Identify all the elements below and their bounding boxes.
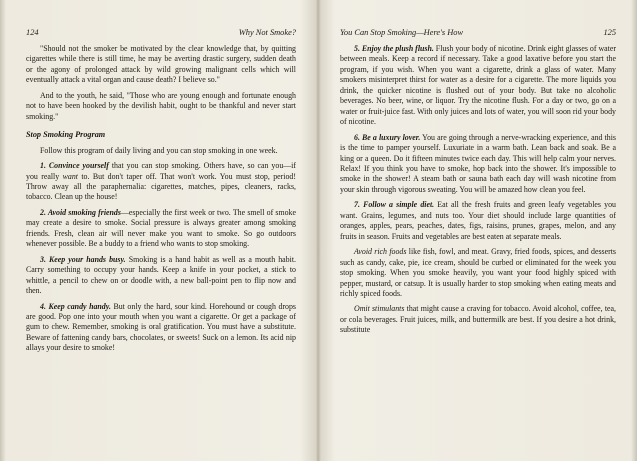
avoid-text: like fish, fowl, and meat. Gravy, fried foods, spices, and desserts such as candy, cake, pie, ice cream, should be curbed or eliminated for the week you stop smoking. When you smoke heavily, you want your food highly spiced with pepper, mustard, or catsup. It is usually harder to stop smoking when eating meats and richly spiced foods. (340, 247, 616, 298)
quote-paragraph: "Should not the smoker be motivated by the clear knowledge that, by quitting cigarettes while there is still time, he may be averting drastic surgery, sudden death or the agony of prolonged attack by wild growing malignant cells which will eventually attack a vital organ and cause death? I believe so." (26, 44, 296, 85)
step-7-text: Eat all the fresh fruits and green leafy vegetables you want. Grains, legumes, and nuts too. Your diet should include large quantities of oranges, apples, pears, peaches, dates, figs, raisins, prunes, grapes, melon, and any fruits in season. Fruits and vegetables are best eaten at separate meals. (340, 200, 616, 241)
step-4-label: 4. Keep candy handy. (40, 301, 111, 311)
step-7-label: 7. Follow a simple diet. (354, 200, 435, 210)
omit-text: that might cause a craving for tobacco. Avoid alcohol, coffee, tea, or cola beverages. Fruit juices, milk, and buttermilk are best. If you desire a hot drink, substitute (340, 304, 616, 335)
step-5-text: Flush your body of nicotine. Drink eight glasses of water between meals. Keep a record if necessary. Take a good laxative before you start the program, if you wish. When you want a cigarette, drink a glass of water. Many smokers misinterpret thirst for water as a desire for a cigarette. The more liquids you drink, the quicker nicotine is flushed out of your body. But take no alcoholic beverages. No beer, wine, or liquor. Try the nicotine flush. For a day or two, go on a water or fruit-juice fast. With only juices and lots of water, you will soon rid your body of nicotine. (340, 44, 616, 127)
step-3-text: Smoking is a hand habit as well as a mouth habit. Carry something to occupy your hands. Keep a knife in your pocket, a stick to whittle, a pencil to chew on or doodle with, a new ball-point pen to flip now and then. (26, 254, 296, 296)
step-3 (26, 255, 296, 297)
step-6 (340, 133, 616, 196)
step-2-text: —especially the first week or two. The smell of smoke may create a desire to smoke. Social pressure is always greater among smoking friends. Fresh, clean air will never make you want to smoke. So go outdoors whenever possible. Be a buddy to a friend who wants to stop smoking. (26, 207, 297, 249)
step-2-label: 2. Avoid smoking friends (40, 207, 121, 217)
omit-label: Omit stimulants (354, 304, 405, 314)
running-head-right: You Can Stop Smoking—Here's How (340, 28, 464, 37)
step-1-text-b: to. But don't taper off. That won't work. You must stop, period! Throw away all the paraphernalia: cigarettes, matches, pipes, cleaners, racks, tobacco. Clean up the house! (26, 171, 297, 202)
avoid-rich-foods (340, 247, 616, 299)
left-page (18, 0, 300, 461)
step-4-text: But only the hard, sour kind. Horehound or cough drops are good. Pop one into your mouth when you want a cigarette. Or get a package of gum to chew. Remember, smoking is oral gratification. You must have a substitute. Beware of fattening candy bars, chocolates, or sweets! Suck on a lemon. Its acid nip allays your desire to smoke! (26, 301, 296, 353)
left-page-header (18, 26, 300, 40)
running-head-left: Why Not Smoke? (238, 28, 296, 37)
left-page-body (18, 44, 300, 354)
step-6-text: You are going through a nerve-wracking experience, and this is the time to pamper yourself. Luxuriate in a warm bath. Lean back and soak. Be a king or a queen. Do it fifteen minutes twice each day. This will help calm your nerves. Relax! If you think you have to smoke, hop back into the shower. It's impossible to smoke in the shower! A steam bath or sauna bath each day will wash nicotine from your skin through vigorous sweating. You will be amazed how clean you feel. (340, 132, 616, 194)
right-page (336, 0, 620, 461)
step-5 (340, 44, 616, 128)
step-1-text-a: that you can stop smoking. Others have, so can you—if you really (26, 161, 296, 181)
step-1-label: 1. Convince yourself (40, 161, 109, 171)
youth-paragraph: And to the youth, he said, "Those who are young enough and fortunate enough not to have been hooked by the devilish habit, ought to be thankful and never start smoking." (26, 90, 296, 121)
step-2 (26, 208, 296, 250)
program-intro: Follow this program of daily living and you can stop smoking in one week. (40, 145, 278, 155)
step-1 (26, 161, 296, 203)
page-number-left: 124 (26, 28, 39, 37)
step-5-label: 5. Enjoy the plush flush. (354, 44, 434, 53)
right-page-header (336, 26, 620, 40)
section-heading: Stop Smoking Program (26, 130, 106, 140)
step-1-want: want (62, 171, 78, 181)
step-4 (26, 302, 296, 354)
step-3-label: 3. Keep your hands busy. (40, 254, 126, 264)
page-number-right: 125 (603, 28, 616, 37)
step-7 (340, 200, 616, 242)
avoid-label: Avoid rich foods (354, 247, 407, 257)
right-page-body (336, 44, 620, 336)
step-6-label: 6. Be a luxury lover. (354, 132, 421, 142)
omit-stimulants (340, 304, 616, 335)
